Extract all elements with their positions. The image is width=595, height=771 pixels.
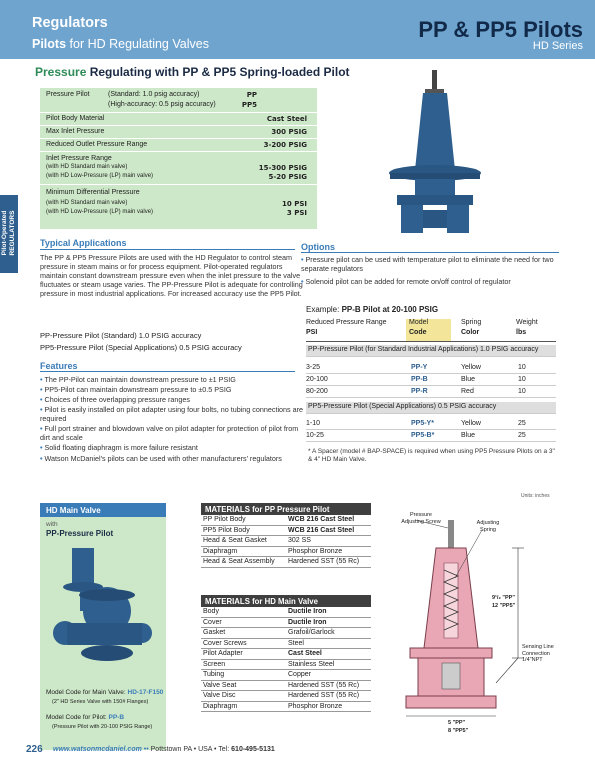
label-adjusting-spring: Adjusting Spring <box>476 520 500 533</box>
footer-contact: www.watsonmcdaniel.com •• Pottstown PA • USA • Tel: 610-495-5131 <box>53 746 275 753</box>
label-adjusting-screw: Pressure Adjusting Screw <box>401 512 441 525</box>
header-subtitle: Pilots for HD Regulating Valves <box>32 37 209 51</box>
feature-item: • Choices of three overlapping pressure ranges <box>40 395 190 404</box>
table-row: 10-25 PP5-B* Blue 25 <box>306 431 556 442</box>
section-title: Pressure Regulating with PP & PP5 Spring-loaded Pilot <box>35 65 350 79</box>
feature-item: • Full port strainer and blowdown valve on pilot adapter for protection of pilot from dirt and scale <box>40 424 299 442</box>
dim-width-pp: 5 "PP" <box>448 720 466 726</box>
header-series: HD Series <box>532 40 583 52</box>
feature-item: • Pilot is easily installed on pilot adapter using four bolts, no tubing connections are required <box>40 405 304 423</box>
features-heading: Features <box>40 361 78 371</box>
table-row: 20-100 PP-B Blue 10 <box>306 375 556 386</box>
table-row: Tubing Copper <box>201 670 371 681</box>
cross-section-drawing <box>400 508 560 743</box>
option-item: • Solenoid pilot can be added for remote on/off control of regulator <box>301 277 511 286</box>
option-item: • Pressure pilot can be used with temperature pilot to eliminate the need for two separate regulators <box>301 255 554 273</box>
feature-item: • Watson McDaniel's pilots can be used with other manufacturers' regulators <box>40 454 282 463</box>
typical-paragraph: The PP & PP5 Pressure Pilots are used with the HD Regulator to control steam pressure in steam mains or for process equipment. Pilot-operated regulators maintain constant downstream pressure even when the inlet pressure to the valve fluctuates or steam usage varies. The PP-Pressure Pilot is adequate for controlling pressure in most industrial applications. For increased accuracy use the PP5 Pilot. <box>40 253 303 298</box>
units-label: Units: inches <box>521 493 550 499</box>
table-row: PP Pilot Body WCB 216 Cast Steel <box>201 515 371 526</box>
spec-row-range: Inlet Pressure Range <box>46 155 112 162</box>
typical-heading: Typical Applications <box>40 238 127 248</box>
dim-height-pp5: 12 "PP5" <box>492 603 516 609</box>
hd-box-title: HD Main Valve <box>40 503 166 517</box>
table-group: PP5-Pressure Pilot (Special Applications) 0.5 PSIG accuracy <box>306 402 556 414</box>
options-heading: Options <box>301 242 335 252</box>
table-row: Valve Seat Hardened SST (55 Rc) <box>201 681 371 692</box>
spec-row-body: Pilot Body Material Cast Steel <box>46 115 307 123</box>
table-header: Reduced Pressure Range Model Spring Weight PSI Code Color lbs <box>306 318 556 342</box>
spec-row-inlet: Max Inlet Pressure 300 PSIG <box>46 128 307 136</box>
table-group: PP-Pressure Pilot (for Standard Industrial Applications) 1.0 PSIG accuracy <box>306 345 556 357</box>
table-row: Cover Screws Steel <box>201 639 371 650</box>
header-title: PP & PP5 Pilots <box>418 17 583 42</box>
table-row: Screen Stainless Steel <box>201 660 371 671</box>
model-pp5: PP5-Pressure Pilot (Special Applications) 0.5 PSIG accuracy <box>40 343 242 352</box>
spec-row-outlet: Reduced Outlet Pressure Range 3-200 PSIG <box>46 141 307 149</box>
table-row: 3-25 PP-Y Yellow 10 <box>306 363 556 374</box>
model-pp: PP-Pressure Pilot (Standard) 1.0 PSIG accuracy <box>40 331 202 340</box>
page-number: 226 <box>26 744 43 755</box>
table-row: Cover Ductile Iron <box>201 618 371 629</box>
hd-main-valve-box: HD Main Valve with PP-Pressure Pilot Model Code for Main Valve: HD-17-F150 (2" HD Series Valve with 150# Flanges) Model Code for Pilot: PP-B (Pressure Pilot with 20-100 PSIG Range) <box>40 503 166 750</box>
table-row: Diaphragm Phosphor Bronze <box>201 547 371 558</box>
materials-pilot-table: MATERIALS for PP Pressure Pilot PP Pilot Body WCB 216 Cast Steel PP5 Pilot Body WCB 216 Cast Steel Head & Seat Gasket 302 SS Diaphragm Phosphor Bronze Head & Seat Assembly Hardened SST (55 Rc) <box>201 503 371 568</box>
website-link[interactable]: www.watsonmcdaniel.com <box>53 746 142 753</box>
table-row: PP5 Pilot Body WCB 216 Cast Steel <box>201 526 371 537</box>
side-tab: Pilot-Operated REGULATORS <box>0 195 18 273</box>
table-row: 80-200 PP-R Red 10 <box>306 387 556 398</box>
spacer-note: * A Spacer (model # BAP-SPACE) is required when using PP5 Pressure Pilots on a 3" & 4" HD Main Valve. <box>308 448 555 463</box>
feature-item: • PP5-Pilot can maintain downstream pressure to ±0.5 PSIG <box>40 385 232 394</box>
pilot-illustration <box>375 65 495 240</box>
page-header <box>0 0 595 59</box>
table-row: Valve Disc Hardened SST (55 Rc) <box>201 691 371 702</box>
dim-width-pp5: 8 "PP5" <box>448 728 469 734</box>
spec-box: Pressure Pilot (Standard: 1.0 psig accuracy) PP (High-accuracy: 0.5 psig accuracy) PP5 Pilot Body Material Cast Steel Max Inlet Pressure 300 PSIG Reduced Outlet Pressure Range 3-200 PSIG Inlet Pressure Range (with HD Standard main valve) 15-300 PSIG (with HD Low-Pressure (LP) main valve) 5-20 PSIG Minimum Differential Pressure (with HD Standard main valve) 10 PSI (with HD Low-Pressure (LP) main valve) 3 PSI <box>40 88 317 229</box>
spec-row-diff: Minimum Differential Pressure <box>46 189 140 196</box>
feature-item: • Solid floating diaphragm is more failure resistant <box>40 443 198 452</box>
table-row: Diaphragm Phosphor Bronze <box>201 702 371 713</box>
feature-item: • The PP-Pilot can maintain downstream pressure to ±1 PSIG <box>40 375 236 384</box>
label-sensing-line: Sensing Line Connection 1/4"NPT <box>522 644 554 663</box>
table-row: Body Ductile Iron <box>201 607 371 618</box>
table-row: 1-10 PP5-Y* Yellow 25 <box>306 419 556 430</box>
header-category: Regulators <box>32 15 108 31</box>
table-row: Pilot Adapter Cast Steel <box>201 649 371 660</box>
spec-row-pilot: Pressure Pilot (Standard: 1.0 psig accuracy) PP <box>46 91 257 99</box>
hd-valve-illustration <box>52 543 152 668</box>
table-row: Head & Seat Assembly Hardened SST (55 Rc) <box>201 557 371 568</box>
example-title: Example: PP-B Pilot at 20-100 PSIG <box>306 305 439 314</box>
table-row: Head & Seat Gasket 302 SS <box>201 536 371 547</box>
dim-height-pp: 9¹/₂ "PP" <box>492 595 515 601</box>
table-row: Gasket Grafoil/Garlock <box>201 628 371 639</box>
materials-main-table: MATERIALS for HD Main Valve Body Ductile Iron Cover Ductile Iron Gasket Grafoil/Garlock Cover Screws Steel Pilot Adapter Cast Steel Screen Stainless Steel Tubing Copper Valve Seat Hardened SST (55 Rc) Valve Disc Hardened SST (55 Rc) Diaphragm Phosphor Bronze <box>201 595 371 712</box>
